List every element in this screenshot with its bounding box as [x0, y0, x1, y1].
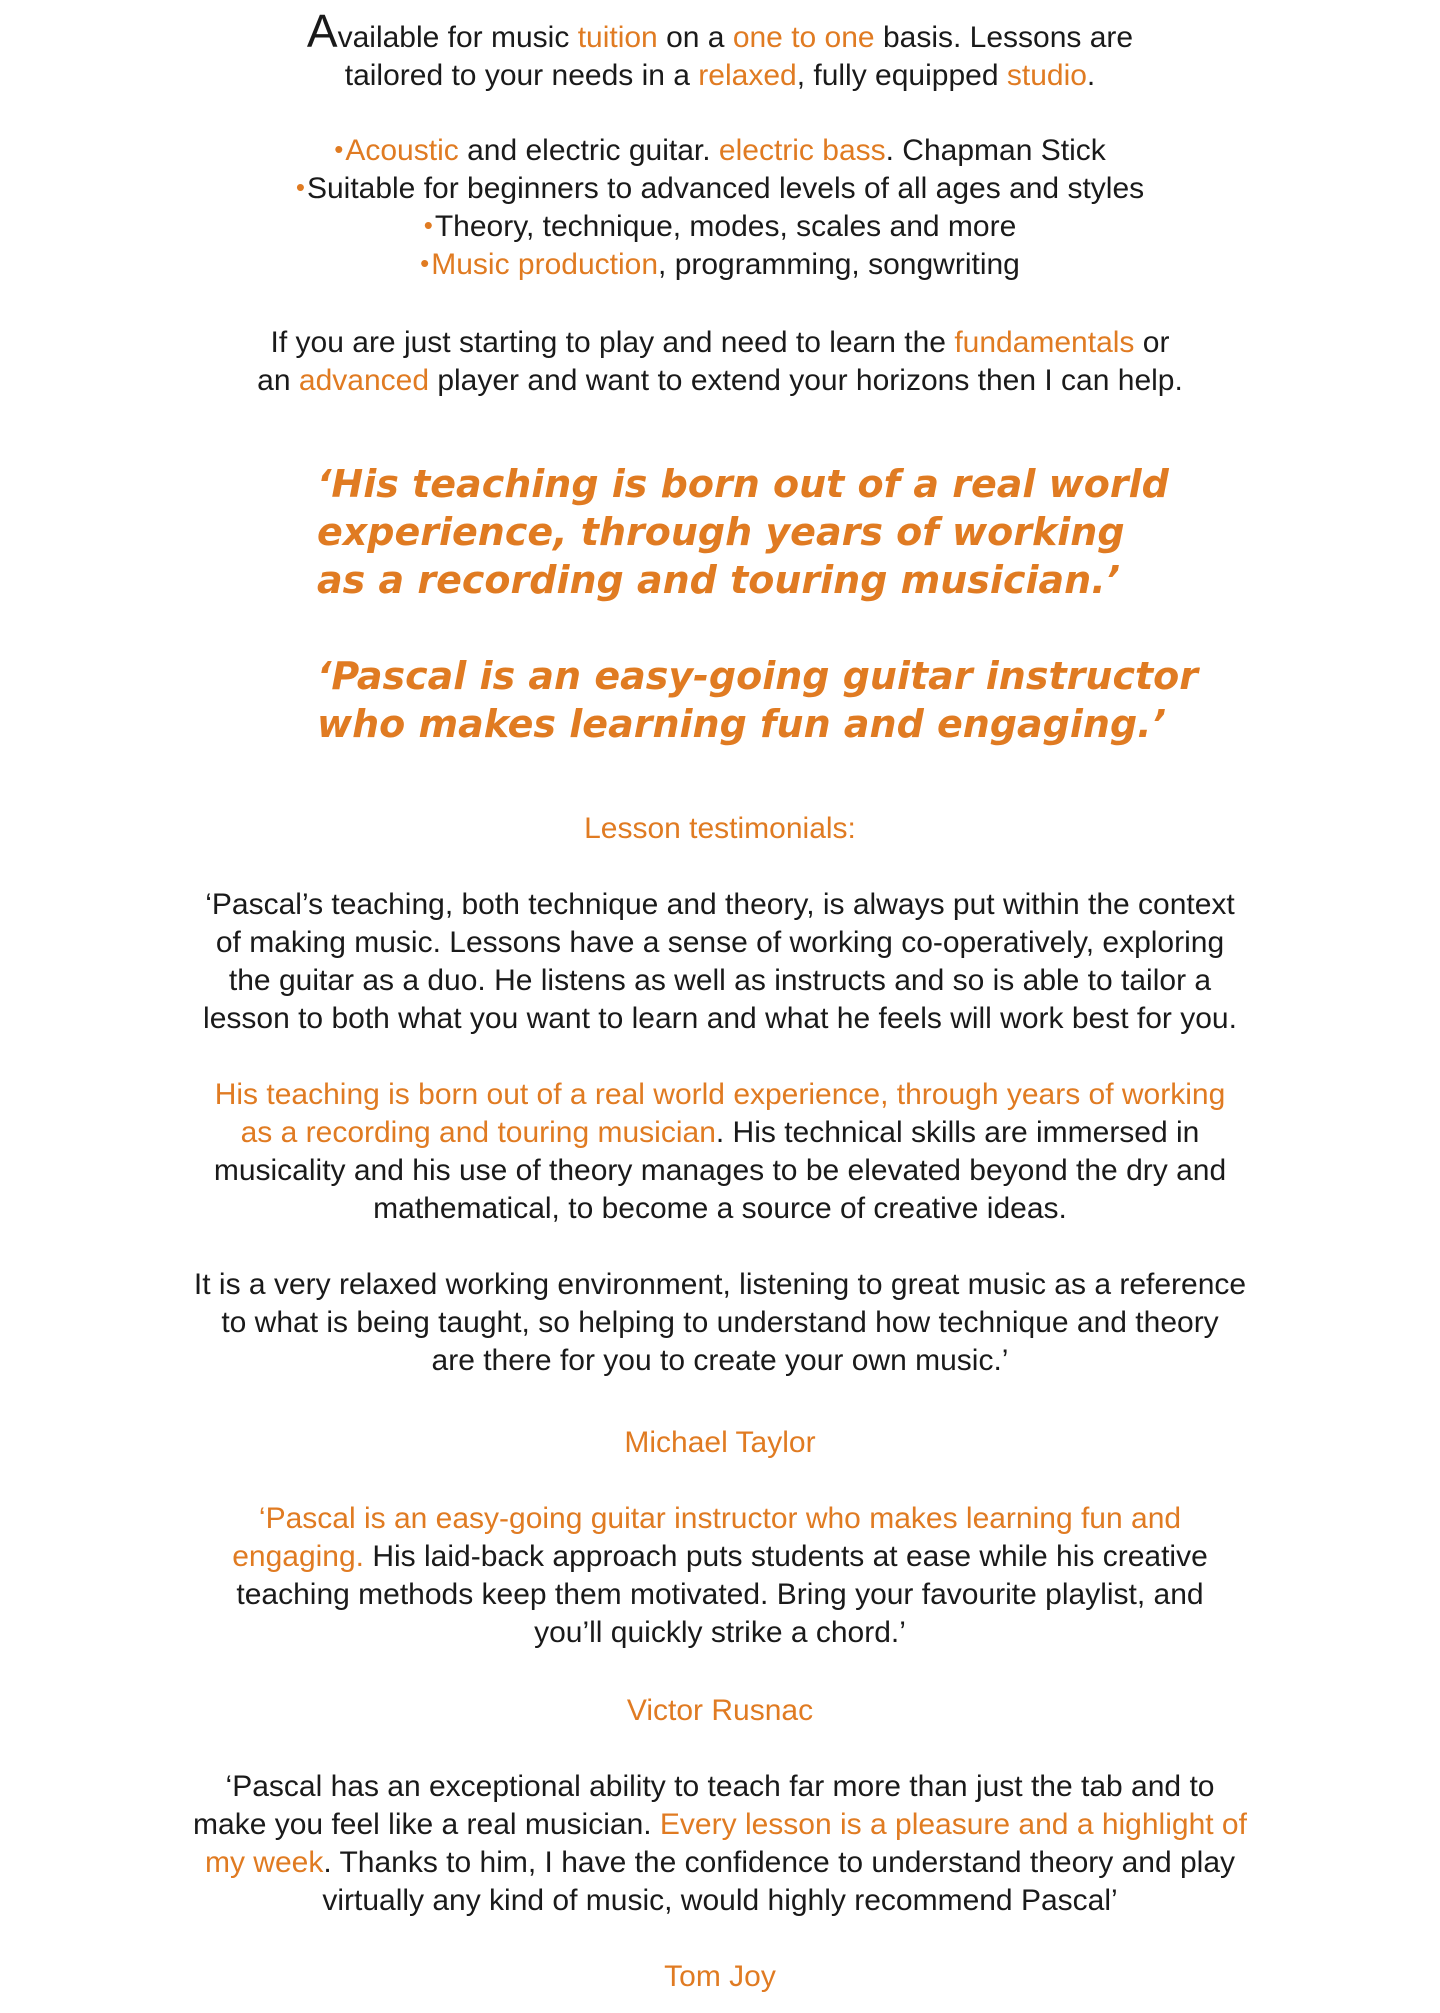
author-name: Tom Joy [664, 1960, 776, 1993]
offering-item [0, 246, 1440, 284]
bullet-icon: • [423, 210, 433, 240]
drop-cap: A [306, 5, 338, 57]
highlight-advanced: advanced [298, 364, 429, 397]
testimonial-text: make you feel like a real musician. [193, 1808, 660, 1841]
pull-quote-2 [317, 652, 1317, 748]
testimonial-line: musicality and his use of theory manages to be elevated beyond the dry and [213, 1154, 1227, 1187]
testimonial-line: you’ll quickly strike a chord.’ [534, 1616, 906, 1649]
testimonial-line: virtually any kind of music, would highly recommend Pascal’ [322, 1884, 1118, 1917]
highlight-studio: studio [1006, 59, 1087, 92]
intro-text: , fully equipped [796, 59, 1007, 92]
testimonials-heading-text: Lesson testimonials: [584, 812, 856, 845]
highlight-fundamentals: fundamentals [954, 326, 1135, 359]
intro-text: . [1086, 59, 1096, 92]
bullet-icon: • [295, 172, 305, 202]
intro-text: vailable for music [337, 21, 578, 54]
testimonial-text: His laid-back approach puts students at ease while his creative [364, 1540, 1208, 1573]
testimonial-line: teaching methods keep them motivated. Bring your favourite playlist, and [236, 1578, 1204, 1611]
intro-line-2 [0, 57, 1440, 95]
testimonial-1-author [0, 1424, 1440, 1462]
offering-item [0, 132, 1440, 170]
testimonial-highlight-line: His teaching is born out of a real world experience, through years of working [214, 1078, 1226, 1111]
testimonial-line [0, 1538, 1440, 1576]
testimonial-text: . Thanks to him, I have the confidence to understand theory and play [323, 1846, 1236, 1879]
help-paragraph [0, 324, 1440, 400]
offering-item [0, 170, 1440, 208]
testimonial-line [0, 1114, 1440, 1152]
help-text: If you are just starting to play and need to learn the [270, 326, 955, 359]
testimonial-line: mathematical, to become a source of creative ideas. [373, 1192, 1067, 1225]
testimonial-line: to what is being taught, so helping to understand how technique and theory [221, 1306, 1219, 1339]
offering-text: , programming, songwriting [658, 248, 1020, 281]
help-text: or [1134, 326, 1170, 359]
testimonial-1-paragraph-3 [0, 1266, 1440, 1380]
offering-text: Theory, technique, modes, scales and more [434, 210, 1017, 243]
pull-quote-line: ‘His teaching is born out of a real world [317, 462, 1169, 506]
testimonial-line: ‘Pascal’s teaching, both technique and theory, is always put within the context [205, 888, 1235, 921]
offering-text: Suitable for beginners to advanced levels of all ages and styles [306, 172, 1145, 205]
testimonial-2-paragraph [0, 1500, 1440, 1652]
offerings-list [0, 132, 1440, 284]
offering-text: and electric guitar. [458, 134, 719, 167]
testimonial-highlight-line: ‘Pascal is an easy-going guitar instructor who makes learning fun and [258, 1502, 1182, 1535]
testimonial-line: the guitar as a duo. He listens as well as instructs and so is able to tailor a [228, 964, 1212, 997]
pull-quote-1 [317, 460, 1317, 604]
highlight-one-to-one: one to one [732, 21, 875, 54]
testimonial-line: It is a very relaxed working environment, listening to great music as a reference [193, 1268, 1247, 1301]
testimonial-highlight: as a recording and touring musician [240, 1116, 716, 1149]
highlight-tuition: tuition [577, 21, 658, 54]
testimonial-highlight: Every lesson is a pleasure and a highlight of [659, 1808, 1247, 1841]
testimonial-1-paragraph-1 [0, 886, 1440, 1038]
pull-quote-line: ‘Pascal is an easy-going guitar instructor [317, 654, 1198, 698]
testimonial-2-author [0, 1692, 1440, 1730]
offering-item [0, 208, 1440, 246]
help-line-2 [0, 362, 1440, 400]
highlight-acoustic: Acoustic [345, 134, 459, 167]
highlight-relaxed: relaxed [698, 59, 797, 92]
help-text: an [257, 364, 299, 397]
testimonials-heading [0, 810, 1440, 848]
highlight-music-production: Music production [431, 248, 659, 281]
help-line-1 [0, 324, 1440, 362]
testimonial-line: lesson to both what you want to learn and what he feels will work best for you. [203, 1002, 1237, 1035]
intro-text: tailored to your needs in a [344, 59, 699, 92]
intro-line-1 [0, 5, 1440, 57]
testimonial-line [0, 1806, 1440, 1844]
testimonial-highlight: engaging. [232, 1540, 364, 1573]
testimonial-line: of making music. Lessons have a sense of working co-operatively, exploring [215, 926, 1225, 959]
highlight-electric-bass: electric bass [718, 134, 886, 167]
offering-text: . Chapman Stick [885, 134, 1106, 167]
author-name: Victor Rusnac [626, 1694, 814, 1727]
bullet-icon: • [334, 134, 344, 164]
bullet-icon: • [420, 248, 430, 278]
testimonial-line: ‘Pascal has an exceptional ability to teach far more than just the tab and to [225, 1770, 1215, 1803]
testimonial-highlight: my week [204, 1846, 324, 1879]
testimonial-line [0, 1844, 1440, 1882]
testimonial-3-paragraph [0, 1768, 1440, 1920]
author-name: Michael Taylor [624, 1426, 816, 1459]
testimonial-1-paragraph-2 [0, 1076, 1440, 1228]
intro-text: basis. Lessons are [874, 21, 1134, 54]
intro-text: on a [657, 21, 733, 54]
testimonial-text: . His technical skills are immersed in [715, 1116, 1200, 1149]
intro-paragraph [0, 5, 1440, 95]
pull-quote-line: experience, through years of working [317, 510, 1125, 554]
help-text: player and want to extend your horizons then I can help. [429, 364, 1183, 397]
testimonial-3-author [0, 1958, 1440, 1996]
testimonial-line: are there for you to create your own music.’ [431, 1344, 1009, 1377]
pull-quote-line: who makes learning fun and engaging.’ [317, 702, 1167, 746]
pull-quote-line: as a recording and touring musician.’ [317, 558, 1121, 602]
